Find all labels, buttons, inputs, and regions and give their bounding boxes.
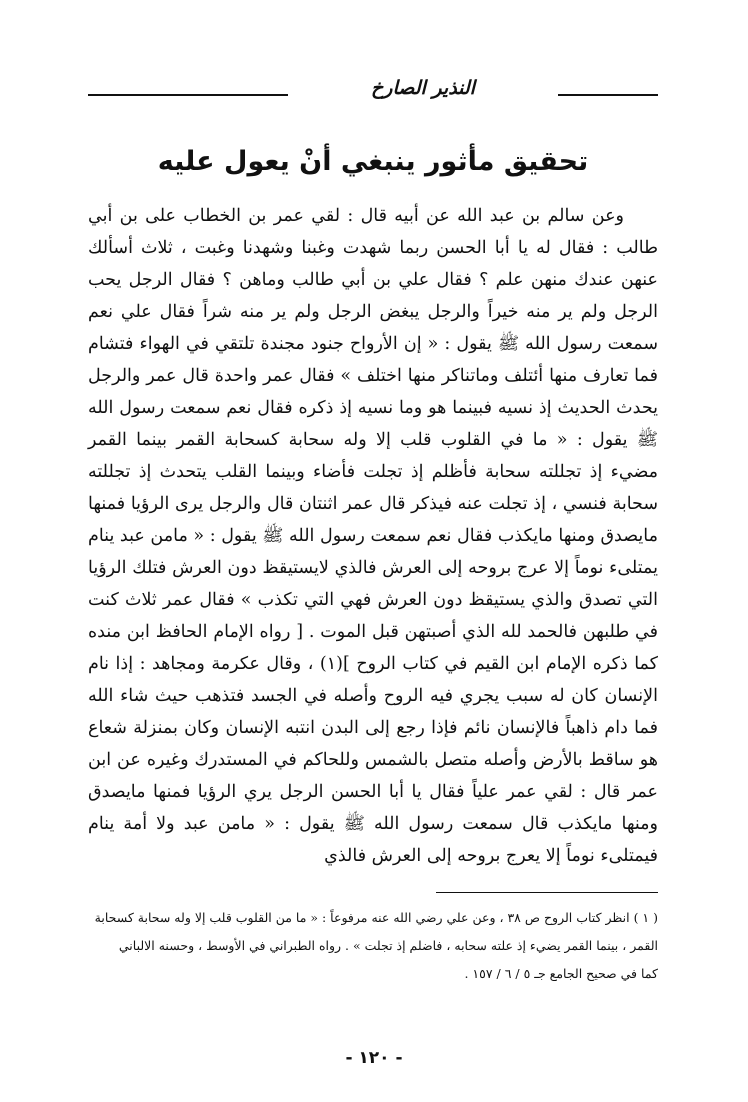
footnote-line-3: كما في صحيح الجامع جـ ٥ / ٦ / ١٥٧ . [464, 966, 658, 981]
body-paragraph: وعن سالم بن عبد الله عن أبيه قال : لقي عمر بن الخطاب على بن أبي طالب : فقال له يا أبا الحسن ربما شهدت وغبنا وشهدنا وغبت ، ثلاث أسألك عنهن عندك منهن علم ؟ فقال علي بن أبي طالب وماهن ؟ فقال الرجل يحب الرجل ولم ير منه خيراً والرجل يبغض الرجل ولم ير منه شراً فقال علي نعم سمعت رسول الله ﷺ يقول : « إن الأرواح جنود مجندة تلتقي في الهواء فتشام فما تعارف منها أئتلف وماتناكر منها اختلف » فقال عمر واحدة قال عمر والرجل يحدث الحديث إذ نسيه فبينما هو وما نسيه إذ ذكره فقال نعم سمعت رسول الله ﷺ يقول : « ما في القلوب قلب إلا وله سحابة كسحابة القمر بينما القمر مضيء إذ تجللته سحابة فأظلم إذ تجلت فأضاء وبينما القلب يتحدث إذ تجللته سحابة فنسي ، إذ تجلت عنه فيذكر قال عمر اثنتان قال والرجل يرى الرؤيا فمنها مايصدق ومنها مايكذب فقال نعم سمعت رسول الله ﷺ يقول : « مامن عبد ينام يمتلىء نوماً إلا عرج بروحه إلى العرش فالذي لايستيقظ دون العرش فتلك الرؤيا التي تصدق والذي يستيقظ دون العرش فهي التي تكذب » فقال عمر ثلاث كنت في طلبهن فالحمد لله الذي أصبتهن قبل الموت . [ رواه الإمام الحافظ ابن منده كما ذكره الإمام ابن القيم في كتاب الروح ](١) ، وقال عكرمة ومجاهد : إذا نام الإنسان كان له سبب يجري فيه الروح وأصله في الجسد فتذهب حيث شاء الله فما دام ذاهباً فالإنسان نائم فإذا رجع إلى البدن انتبه الإنسان وكان بمنزلة شعاع هو ساقط بالأرض وأصله متصل بالشمس وللحاكم في المستدرك وغيره عن ابن عمر قال : لقي عمر علياً فقال يا أبا الحسن الرجل يري الرؤيا فمنها مايصدق ومنها مايكذب قال سمعت رسول الله ﷺ يقول : « مامن عبد ولا أمة ينام فيمتلىء نوماً إلا يعرج بروحه إلى العرش فالذي [88, 206, 658, 866]
body-text [88, 200, 658, 872]
header-rule-left [88, 94, 288, 96]
page-number: - ١٢٠ - [345, 1048, 403, 1068]
chapter-title: تحقيق مأثور ينبغي أنْ يعول عليه [157, 146, 589, 177]
footnote-line-2: القمر ، بينما القمر يضيء إذ علته سحابه ، فاضلم إذ تجلت » . رواه الطبراني في الأوسط ، وحسنه الالباني [118, 938, 658, 953]
running-header [88, 76, 658, 100]
footnote-divider [436, 892, 658, 893]
footnotes [88, 904, 658, 988]
header-rule-right [558, 94, 658, 96]
running-title: النذير الصارخ [371, 77, 475, 99]
footnote-line-1: ( ١ ) انظر كتاب الروح ص ٣٨ ، وعن علي رضي الله عنه مرفوعاً : « ما من القلوب قلب إلا وله سحابة كسحابة [94, 910, 658, 925]
